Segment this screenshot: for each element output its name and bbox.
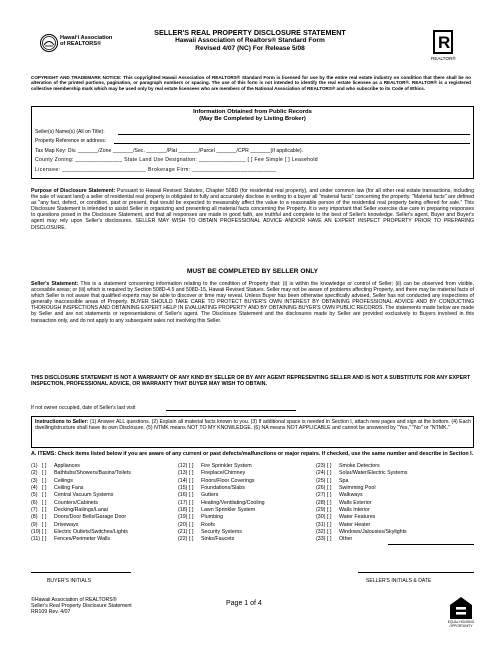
item-label: Walls Interior — [339, 507, 370, 514]
item-checkbox[interactable]: [ ] — [189, 485, 194, 492]
items-column-1 — [31, 463, 131, 544]
item-number: (30) — [316, 514, 326, 521]
must-complete-heading: MUST BE COMPLETED BY SELLER ONLY — [186, 268, 319, 275]
item-number: (8) — [31, 514, 38, 521]
seller-statement-label: Seller's Statement: — [31, 281, 79, 287]
buyer-initials-line[interactable] — [31, 572, 131, 573]
item-checkbox[interactable]: [ ] — [42, 492, 47, 499]
item-number: (14) — [178, 477, 188, 484]
item-number: (15) — [178, 485, 188, 492]
item-label: Driveways — [54, 521, 79, 528]
item-label: Central Vacuum Systems — [54, 492, 114, 499]
item-number: (2) — [31, 470, 38, 477]
other-description-field[interactable] — [388, 544, 474, 545]
item-row — [316, 485, 407, 492]
footer-form-name: Seller's Real Property Disclosure Statement — [31, 602, 132, 609]
item-label: Other — [339, 536, 353, 543]
item-row — [316, 463, 407, 470]
item-checkbox[interactable]: [ ] — [42, 536, 47, 543]
item-checkbox[interactable]: [ ] — [42, 477, 47, 484]
item-checkbox[interactable]: [ ] — [327, 499, 332, 506]
item-row — [178, 470, 265, 477]
item-label: Sinks/Faucets — [201, 536, 235, 543]
seller-names-label: Seller(s) Name(s) (All on Title): — [35, 129, 105, 135]
seller-statement-paragraph — [31, 281, 474, 324]
items-column-2 — [178, 463, 265, 544]
item-row — [31, 500, 131, 507]
item-number: (3) — [31, 477, 38, 484]
item-label: Gutters — [201, 492, 219, 499]
page-number: Page 1 of 4 — [226, 600, 262, 607]
item-checkbox[interactable]: [ ] — [327, 514, 332, 521]
realtor-caption: REALTOR® — [431, 56, 456, 61]
realtor-logo — [431, 30, 457, 66]
purpose-label: Purpose of Disclosure Statement: — [31, 188, 116, 194]
item-checkbox[interactable]: [ ] — [189, 463, 194, 469]
footer-form-code: RR109 Rev. 4/07 — [31, 608, 71, 615]
public-records-heading: Information Obtained from Public Records — [193, 109, 312, 115]
purpose-text: Pursuant to Hawaii Revised Statutes, Chapter 508D (for residential real property), and under common law (for all other real estate transactions, including the sale of vacant land) a seller of residential real property is obligated to fully and accurately disclose in writing to a buyer all "material facts" concerning the property. "Material facts" are defined as "any fact, defect, or condition, past or present, that would be expected to measurably affect the value to a reasonable person of the residential real property being offered for sale." This Disclosure Statement is intended to assist Seller in organizing and presenting all material facts concerning the Property. It is very important that Seller exercise due care in preparing responses to questions posed in the Disclosure Statement, and that all responses are made in good faith, are truthful and complete to the best of Seller's knowledge. Seller's agent, Buyer and Buyer's agent may rely upon Seller's disclosures. SELLER MAY WISH TO OBTAIN PROFESSIONAL ADVICE AND/OR HAVE AN EXPERT INSPECT PROPERTY PRIOR TO PREPARING DISCLOSURE. — [31, 188, 474, 231]
instructions-text — [35, 419, 471, 431]
item-label: Counters/Cabinets — [54, 499, 98, 506]
purpose-paragraph — [31, 188, 474, 231]
item-checkbox[interactable]: [ ] — [42, 470, 47, 477]
item-number: (4) — [31, 485, 38, 492]
item-label: Walls Exterior — [339, 499, 372, 506]
seller-initials-line[interactable] — [358, 572, 474, 573]
zoning-row[interactable]: County Zoning: _______________ State Land Use Designation: _______________ [ ] Fee Simple [ ] Leasehold — [35, 157, 318, 163]
item-number: (27) — [316, 492, 326, 499]
item-row — [316, 500, 407, 507]
item-row — [178, 507, 265, 514]
item-row — [178, 485, 265, 492]
item-label: Floors/Floor Coverings — [201, 477, 255, 484]
footer-copyright-line: ©Hawaii Association of REALTORS® — [31, 597, 117, 603]
realtor-letter: R — [438, 33, 451, 52]
item-number: (25) — [316, 477, 326, 484]
item-number: (12) — [178, 463, 188, 469]
item-checkbox[interactable]: [ ] — [189, 529, 194, 536]
item-row — [31, 507, 131, 514]
form-subtitle: Hawaii Association of Realtors® Standard Form — [175, 37, 325, 44]
item-label: Solar/Water/Electric Systems — [339, 470, 408, 477]
warranty-paragraph: THIS DISCLOSURE STATEMENT IS NOT A WARRANTY OF ANY KIND BY SELLER OR BY ANY AGENT REPRESENTING SELLER AND IS NOT A SUBSTITUTE FOR ANY EXPERT INSPECTION, PROFESSIONAL ADVICE, OR WARRANTY THAT BUYER MAY WISH TO OBTAIN. — [31, 375, 471, 388]
item-row — [31, 485, 131, 492]
item-label: Electric Outlets/Switches/Lights — [54, 529, 128, 536]
item-checkbox[interactable]: [ ] — [42, 485, 47, 492]
item-label: Doors/Door Bells/Garage Door — [54, 514, 127, 521]
items-heading: A. ITEMS: Check items listed below if you are aware of any current or past defects/malfunctions or major repairs. If checked, use the same number and describe in Section I. — [31, 451, 474, 457]
instructions-body: (1) Answer ALL questions. (2) Explain all material facts known to you. (3) If additional space is needed in Section I, attach new pages and sign at the bottom. (4) Each dwelling/structure shall have its own Disclosure. (5) NTMK means NOT TO MY KNOWLEDGE. (6) NA means NOT APPLICABLE and cannot be answered by "Yes," "No" or "NTMK." — [35, 419, 472, 432]
item-checkbox[interactable]: [ ] — [42, 499, 47, 506]
item-label: Smoke Detectors — [339, 463, 380, 469]
last-visit-field[interactable] — [166, 410, 296, 411]
public-records-box — [31, 106, 474, 179]
item-checkbox[interactable]: [ ] — [189, 477, 194, 484]
item-row — [31, 492, 131, 499]
item-number: (20) — [178, 521, 188, 528]
item-row — [316, 529, 407, 536]
item-number: (28) — [316, 499, 326, 506]
tax-map-key-row[interactable]: Tax Map Key: Div. _______/Zone _______/Sec. _______/Plat _______/Parcel _______/CPR _______(if applicable). — [35, 148, 304, 154]
public-records-subheading: (May Be Completed by Listing Broker) — [199, 116, 306, 122]
item-label: Water Heater — [339, 521, 371, 528]
item-row — [316, 536, 407, 543]
item-checkbox[interactable]: [ ] — [189, 492, 194, 499]
item-number: (24) — [316, 470, 326, 477]
property-address-field[interactable] — [114, 143, 470, 144]
property-address-label: Property Reference or address: — [35, 138, 107, 144]
item-row — [31, 470, 131, 477]
item-checkbox[interactable]: [ ] — [189, 470, 194, 477]
item-row — [178, 500, 265, 507]
item-number: (26) — [316, 485, 326, 492]
item-number: (10) — [31, 529, 41, 536]
item-checkbox[interactable]: [ ] — [189, 499, 194, 506]
item-number: (1) — [31, 463, 38, 469]
item-label: Heating/Ventilating/Cooling — [201, 499, 265, 506]
item-number: (29) — [316, 507, 326, 514]
item-number: (7) — [31, 507, 38, 514]
har-logo — [40, 34, 112, 56]
licensee-row[interactable]: Licensee: __________________________ Brokerage Firm: __________________________ — [35, 167, 277, 173]
seller-names-field[interactable] — [118, 134, 470, 135]
item-row — [178, 522, 265, 529]
instructions-box — [31, 416, 474, 448]
item-label: Windows/Jalousies/Skylights — [339, 529, 407, 536]
item-checkbox[interactable]: [ ] — [42, 463, 47, 469]
item-label: Ceiling Fans — [54, 485, 84, 492]
item-checkbox[interactable]: [ ] — [327, 507, 332, 514]
item-checkbox[interactable]: [ ] — [42, 507, 47, 514]
item-row — [31, 529, 131, 536]
item-label: Appliances — [54, 463, 80, 469]
item-number: (33) — [316, 536, 326, 543]
seller-initials-label: SELLER'S INITIALS & DATE — [366, 578, 432, 584]
item-row — [316, 507, 407, 514]
item-label: Swimming Pool — [339, 485, 376, 492]
item-checkbox[interactable]: [ ] — [327, 529, 332, 536]
item-number: (18) — [178, 507, 188, 514]
item-checkbox[interactable]: [ ] — [42, 514, 47, 521]
item-row — [178, 529, 265, 536]
item-number: (22) — [178, 536, 188, 543]
item-checkbox[interactable]: [ ] — [189, 521, 194, 528]
har-logo-emblem — [40, 34, 58, 52]
item-checkbox[interactable]: [ ] — [42, 521, 47, 528]
item-number: (13) — [178, 470, 188, 477]
item-label: Ceilings — [54, 477, 73, 484]
item-number: (5) — [31, 492, 38, 499]
item-row — [316, 522, 407, 529]
item-label: Spa — [339, 477, 349, 484]
item-number: (32) — [316, 529, 326, 536]
item-number: (23) — [316, 463, 326, 469]
item-label: Water Features — [339, 514, 376, 521]
item-row — [31, 478, 131, 485]
item-number: (21) — [178, 529, 188, 536]
item-checkbox[interactable]: [ ] — [327, 463, 332, 469]
equal-housing-icon — [448, 596, 474, 620]
item-row — [31, 463, 131, 470]
item-row — [316, 470, 407, 477]
item-number: (19) — [178, 514, 188, 521]
item-number: (17) — [178, 499, 188, 506]
form-revision: Revised 4/07 (NC) For Release 5/08 — [195, 45, 305, 52]
item-label: Fireplace/Chimney — [201, 470, 246, 477]
item-row — [316, 478, 407, 485]
seller-statement-text: This is a statement concerning information relating to the condition of Property that: (i) is within the knowledge or control of Seller; (ii) can be observed from visible, accessible areas; or (iii) which is required by Section 508D-4.5 and 508D-15, Hawaii Revised Statues. Seller may not be aware of problems affecting Property, and there may be material facts of which Seller is not aware that qualified experts may be able to discover or time may reveal. Unless Buyer has been otherwise specifically advised, Seller has not conducted any inspections of generally inaccessible areas of Property. BUYER SHOULD TAKE CARE TO PROTECT BUYER'S OWN INTEREST BY OBTAINING PROFESSIONAL ADVICE AND BY CONDUCTING THOROUGH INSPECTIONS AND OBTAINING EXPERT HELP IN EVALUATING PROPERTY AND BY OBTAINING BUYER'S OWN PUBLIC RECORDS. The statements made below are made by Seller and are not statements or representations of Seller's agent. The Disclosure Statement and the disclosures made by Seller are provided exclusively to Buyers involved in this transaction only, and do not apply to any subsequent sales not involving this Seller. — [31, 281, 475, 324]
item-checkbox[interactable]: [ ] — [189, 514, 194, 521]
copyright-notice: COPYRIGHT AND TRADEMARK NOTICE: This copyrighted Hawaii Association of REALTORS® Standard Form is licensed for use by the entire real estate industry on condition that there shall be no alteration of the printed portions, pagination, or paragraph numbers or spacing. The use of this form is not intended to identify the real estate licensee as a REALTOR®. REALTOR® is a registered collective membership mark which may be used only by real estate licensees who are members of the National Association of REALTORS® and who subscribe to its Code of Ethics. — [31, 75, 471, 91]
item-label: Fences/Perimeter Walls — [54, 536, 111, 543]
item-checkbox[interactable]: [ ] — [327, 536, 332, 543]
form-title: SELLER'S REAL PROPERTY DISCLOSURE STATEMENT — [154, 28, 346, 37]
item-label: Walkways — [339, 492, 363, 499]
item-label: Lawn Sprinkler System — [201, 507, 256, 514]
item-row — [31, 522, 131, 529]
item-number: (9) — [31, 521, 38, 528]
equal-housing-caption: EQUAL HOUSING OPPORTUNITY — [447, 620, 475, 628]
item-row — [178, 514, 265, 521]
item-label: Security Systems — [201, 529, 242, 536]
footer-copyright — [31, 598, 132, 615]
items-column-3 — [316, 463, 407, 544]
item-label: Foundations/Slabs — [201, 485, 245, 492]
realtor-block-icon — [433, 30, 453, 54]
item-checkbox[interactable]: [ ] — [327, 485, 332, 492]
item-label: Bathtubs/Showers/Basins/Toilets — [54, 470, 131, 477]
item-row — [31, 536, 131, 543]
item-number: (6) — [31, 499, 38, 506]
item-checkbox[interactable]: [ ] — [189, 536, 194, 543]
item-row — [178, 463, 265, 470]
instructions-label: Instructions to Seller: — [35, 419, 89, 425]
item-checkbox[interactable]: [ ] — [189, 507, 194, 514]
item-label: Plumbing — [201, 514, 224, 521]
item-row — [316, 514, 407, 521]
item-checkbox[interactable]: [ ] — [327, 521, 332, 528]
item-checkbox[interactable]: [ ] — [42, 529, 47, 536]
item-checkbox[interactable]: [ ] — [327, 492, 332, 499]
item-label: Fire Sprinkler System — [201, 463, 252, 469]
owner-occupied-label: If not owner occupied, date of Seller's last visit — [31, 405, 136, 411]
item-row — [31, 514, 131, 521]
item-row — [316, 492, 407, 499]
equal-housing-logo — [448, 596, 474, 630]
har-logo-text: Hawai‘i Association of REALTORS® — [60, 35, 113, 47]
item-label: Roofs — [201, 521, 215, 528]
item-number: (11) — [31, 536, 41, 543]
item-number: (16) — [178, 492, 188, 499]
item-checkbox[interactable]: [ ] — [327, 477, 332, 484]
item-checkbox[interactable]: [ ] — [327, 470, 332, 477]
item-row — [178, 478, 265, 485]
item-number: (31) — [316, 521, 326, 528]
buyer-initials-label: BUYER'S INITIALS — [47, 578, 91, 584]
item-label: Decking/Railings/Lanai — [54, 507, 108, 514]
item-row — [178, 536, 265, 543]
item-row — [178, 492, 265, 499]
